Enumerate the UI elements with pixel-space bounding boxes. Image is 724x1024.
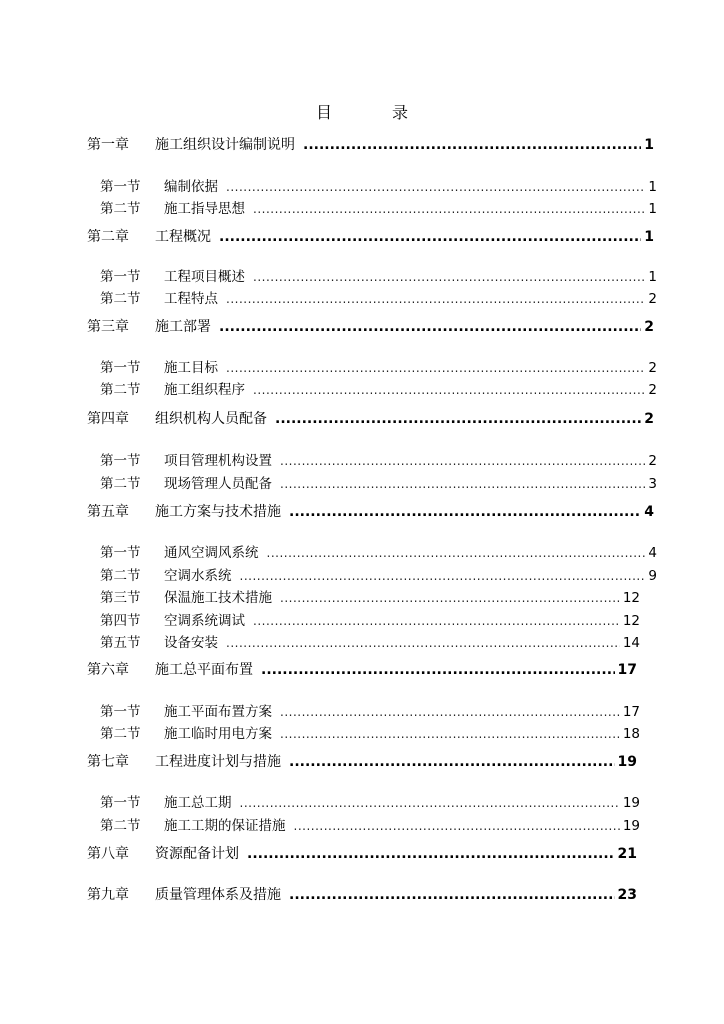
section-title: 施工临时用电方案 bbox=[164, 726, 272, 742]
toc-chapter-entry[interactable] bbox=[87, 226, 654, 246]
page-number: 17 bbox=[617, 662, 637, 678]
section-title: 工程特点 bbox=[164, 291, 218, 307]
section-number: 第三节 bbox=[100, 590, 141, 606]
section-number: 第五节 bbox=[100, 635, 141, 651]
dot-leader bbox=[267, 546, 646, 560]
chapter-title: 施工部署 bbox=[155, 319, 211, 335]
chapter-number: 第九章 bbox=[87, 887, 129, 903]
toc-chapter-entry[interactable] bbox=[87, 751, 637, 771]
dot-leader bbox=[280, 477, 645, 491]
toc-section-entry[interactable] bbox=[100, 722, 640, 742]
page-number: 1 bbox=[648, 179, 657, 195]
page-number: 14 bbox=[622, 635, 640, 651]
toc-section-entry[interactable] bbox=[100, 609, 640, 629]
chapter-number: 第四章 bbox=[87, 411, 129, 427]
section-title: 现场管理人员配备 bbox=[164, 476, 272, 492]
section-title: 施工工期的保证措施 bbox=[164, 818, 286, 834]
chapter-title: 组织机构人员配备 bbox=[155, 411, 267, 427]
section-title: 施工总工期 bbox=[164, 795, 232, 811]
toc-section-entry[interactable] bbox=[100, 287, 657, 307]
section-title: 空调系统调试 bbox=[164, 613, 245, 629]
toc-section-entry[interactable] bbox=[100, 378, 657, 398]
section-title: 项目管理机构设置 bbox=[164, 453, 272, 469]
page-number: 1 bbox=[644, 229, 654, 245]
dot-leader bbox=[240, 569, 646, 583]
toc-section-entry[interactable] bbox=[100, 472, 657, 492]
toc-section-entry[interactable] bbox=[100, 814, 640, 834]
page-number: 23 bbox=[617, 887, 637, 903]
section-title: 工程项目概述 bbox=[164, 269, 245, 285]
dot-leader bbox=[247, 846, 615, 862]
dot-leader bbox=[280, 591, 620, 605]
chapter-number: 第二章 bbox=[87, 229, 129, 245]
chapter-number: 第一章 bbox=[87, 137, 129, 153]
page-number: 2 bbox=[648, 453, 657, 469]
toc-section-entry[interactable] bbox=[100, 356, 657, 376]
toc-chapter-entry[interactable] bbox=[87, 134, 654, 154]
dot-leader bbox=[219, 319, 641, 335]
toc-chapter-entry[interactable] bbox=[87, 501, 654, 521]
section-number: 第一节 bbox=[100, 704, 141, 720]
toc-section-entry[interactable] bbox=[100, 791, 640, 811]
section-title: 空调水系统 bbox=[164, 568, 232, 584]
section-number: 第一节 bbox=[100, 545, 141, 561]
dot-leader bbox=[226, 636, 620, 650]
dot-leader bbox=[303, 137, 641, 153]
page-number: 1 bbox=[644, 137, 654, 153]
toc-chapter-entry[interactable] bbox=[87, 884, 637, 904]
page-number: 2 bbox=[644, 319, 654, 335]
page-number: 12 bbox=[622, 613, 640, 629]
section-title: 施工组织程序 bbox=[164, 382, 245, 398]
section-title: 施工目标 bbox=[164, 360, 218, 376]
page-number: 19 bbox=[622, 818, 640, 834]
section-title: 编制依据 bbox=[164, 179, 218, 195]
page-number: 12 bbox=[622, 590, 640, 606]
dot-leader bbox=[280, 705, 620, 719]
page-number: 4 bbox=[648, 545, 657, 561]
section-number: 第一节 bbox=[100, 269, 141, 285]
page-number: 3 bbox=[648, 476, 657, 492]
dot-leader bbox=[240, 796, 620, 810]
dot-leader bbox=[253, 202, 645, 216]
chapter-number: 第六章 bbox=[87, 662, 129, 678]
page-number: 1 bbox=[648, 201, 657, 217]
toc-section-entry[interactable] bbox=[100, 175, 657, 195]
chapter-title: 工程进度计划与措施 bbox=[155, 754, 281, 770]
toc-chapter-entry[interactable] bbox=[87, 843, 637, 863]
toc-section-entry[interactable] bbox=[100, 541, 657, 561]
section-title: 施工平面布置方案 bbox=[164, 704, 272, 720]
page-number: 19 bbox=[622, 795, 640, 811]
toc-chapter-entry[interactable] bbox=[87, 659, 637, 679]
page-number: 2 bbox=[648, 382, 657, 398]
toc-chapter-entry[interactable] bbox=[87, 408, 654, 428]
dot-leader bbox=[226, 292, 645, 306]
dot-leader bbox=[289, 754, 615, 770]
page-number: 2 bbox=[648, 291, 657, 307]
dot-leader bbox=[280, 454, 645, 468]
chapter-title: 施工方案与技术措施 bbox=[155, 504, 281, 520]
toc-chapter-entry[interactable] bbox=[87, 316, 654, 336]
dot-leader bbox=[275, 411, 641, 427]
chapter-number: 第五章 bbox=[87, 504, 129, 520]
chapter-title: 施工总平面布置 bbox=[155, 662, 253, 678]
toc-section-entry[interactable] bbox=[100, 449, 657, 469]
chapter-number: 第八章 bbox=[87, 846, 129, 862]
section-title: 通风空调风系统 bbox=[164, 545, 259, 561]
dot-leader bbox=[253, 270, 645, 284]
section-number: 第二节 bbox=[100, 568, 141, 584]
section-number: 第一节 bbox=[100, 360, 141, 376]
section-title: 保温施工技术措施 bbox=[164, 590, 272, 606]
chapter-number: 第七章 bbox=[87, 754, 129, 770]
section-number: 第一节 bbox=[100, 795, 141, 811]
page-number: 9 bbox=[648, 568, 657, 584]
dot-leader bbox=[226, 361, 645, 375]
page-number: 2 bbox=[644, 411, 654, 427]
dot-leader bbox=[226, 180, 645, 194]
section-number: 第二节 bbox=[100, 476, 141, 492]
dot-leader bbox=[289, 504, 641, 520]
dot-leader bbox=[219, 229, 641, 245]
section-number: 第二节 bbox=[100, 726, 141, 742]
toc-section-entry[interactable] bbox=[100, 197, 657, 217]
page-number: 2 bbox=[648, 360, 657, 376]
section-number: 第一节 bbox=[100, 179, 141, 195]
chapter-title: 质量管理体系及措施 bbox=[155, 887, 281, 903]
page-number: 1 bbox=[648, 269, 657, 285]
dot-leader bbox=[289, 887, 615, 903]
dot-leader bbox=[280, 727, 620, 741]
page-number: 19 bbox=[617, 754, 637, 770]
section-number: 第一节 bbox=[100, 453, 141, 469]
dot-leader bbox=[253, 383, 645, 397]
chapter-number: 第三章 bbox=[87, 319, 129, 335]
page-number: 21 bbox=[617, 846, 637, 862]
toc-section-entry[interactable] bbox=[100, 586, 640, 606]
section-number: 第二节 bbox=[100, 818, 141, 834]
dot-leader bbox=[253, 614, 620, 628]
section-number: 第四节 bbox=[100, 613, 141, 629]
toc-section-entry[interactable] bbox=[100, 700, 640, 720]
section-number: 第二节 bbox=[100, 201, 141, 217]
chapter-title: 施工组织设计编制说明 bbox=[155, 137, 295, 153]
section-title: 施工指导思想 bbox=[164, 201, 245, 217]
page-number: 4 bbox=[644, 504, 654, 520]
toc-title: 目 录 bbox=[315, 103, 430, 122]
toc-section-entry[interactable] bbox=[100, 265, 657, 285]
toc-section-entry[interactable] bbox=[100, 631, 640, 651]
section-title: 设备安装 bbox=[164, 635, 218, 651]
chapter-title: 工程概况 bbox=[155, 229, 211, 245]
page-number: 17 bbox=[622, 704, 640, 720]
page-number: 18 bbox=[622, 726, 640, 742]
dot-leader bbox=[261, 662, 615, 678]
section-number: 第二节 bbox=[100, 382, 141, 398]
chapter-title: 资源配备计划 bbox=[155, 846, 239, 862]
dot-leader bbox=[294, 819, 620, 833]
toc-section-entry[interactable] bbox=[100, 564, 657, 584]
section-number: 第二节 bbox=[100, 291, 141, 307]
